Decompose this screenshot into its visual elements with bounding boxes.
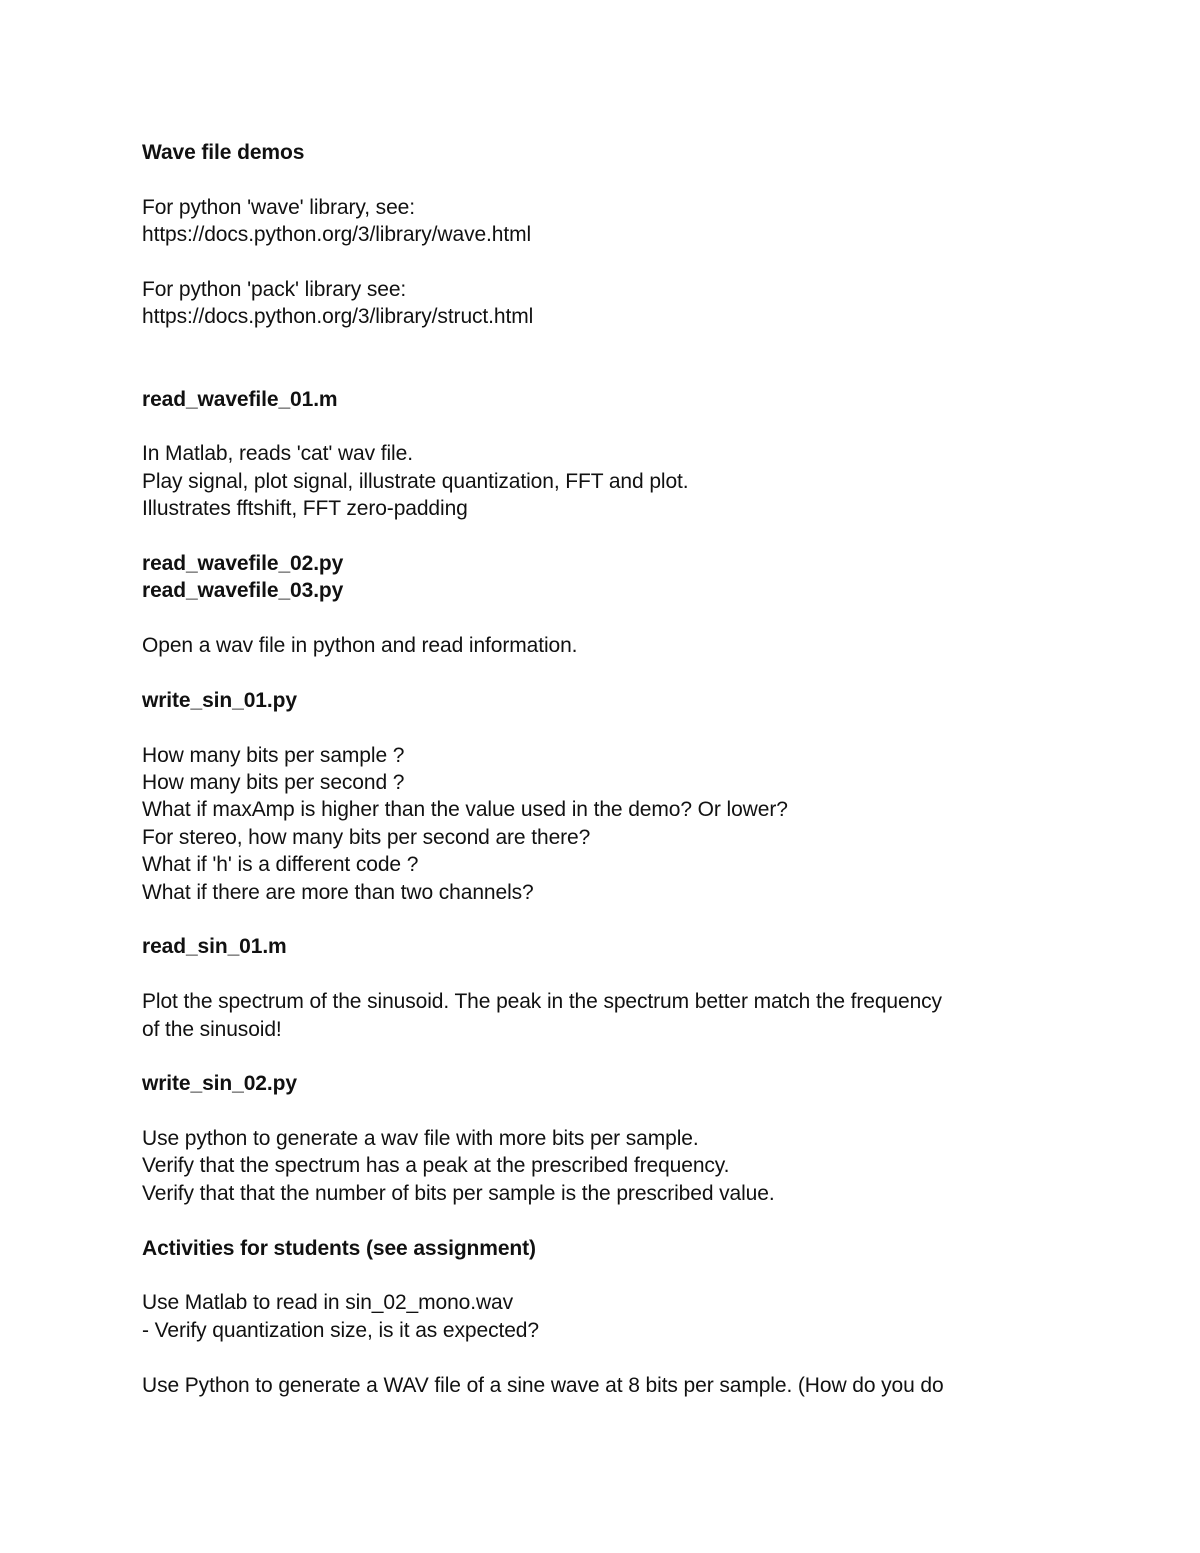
spacer xyxy=(142,906,1072,933)
document-title: Wave file demos xyxy=(142,141,305,164)
spacer xyxy=(142,659,1072,686)
spacer xyxy=(142,331,1072,358)
section-text-line: Use python to generate a wav file with more bits per sample. xyxy=(142,1127,699,1151)
question-line: For stereo, how many bits per second are there? xyxy=(142,825,591,849)
spacer xyxy=(142,1043,1072,1070)
section-text-line: Illustrates fftshift, FFT zero-padding xyxy=(142,497,468,521)
section-heading-activities: Activities for students (see assignment) xyxy=(142,1236,536,1260)
spacer xyxy=(142,413,1072,440)
section-text-line: Open a wav file in python and read information. xyxy=(142,634,578,658)
section-text-line: In Matlab, reads 'cat' wav file. xyxy=(142,442,413,466)
question-line: What if there are more than two channels? xyxy=(142,880,534,904)
section-text-line: Verify that the spectrum has a peak at the prescribed frequency. xyxy=(142,1154,730,1178)
spacer xyxy=(142,249,1072,276)
wave-library-label: For python 'wave' library, see: xyxy=(142,195,415,219)
spacer xyxy=(142,522,1072,549)
activity-line: Use Python to generate a WAV file of a sine wave at 8 bits per sample. (How do you do xyxy=(142,1373,944,1397)
spacer xyxy=(142,1262,1072,1289)
spacer xyxy=(142,605,1072,632)
spacer xyxy=(142,714,1072,741)
section-heading-read-wavefile-02: read_wavefile_02.py xyxy=(142,551,344,575)
section-text-line: Verify that that the number of bits per sample is the prescribed value. xyxy=(142,1181,775,1205)
question-line: How many bits per second ? xyxy=(142,770,405,794)
spacer xyxy=(142,1207,1072,1234)
pack-library-label: For python 'pack' library see: xyxy=(142,277,407,301)
section-heading-read-sin-01: read_sin_01.m xyxy=(142,935,287,959)
spacer xyxy=(142,961,1072,988)
spacer xyxy=(142,1344,1072,1371)
section-heading-write-sin-02: write_sin_02.py xyxy=(142,1072,297,1096)
section-heading-read-wavefile-03: read_wavefile_03.py xyxy=(142,579,344,603)
document-page xyxy=(142,139,1072,1399)
section-text-line: of the sinusoid! xyxy=(142,1017,282,1041)
spacer xyxy=(142,166,1072,193)
activity-line: Use Matlab to read in sin_02_mono.wav xyxy=(142,1291,514,1315)
section-text-line: Play signal, plot signal, illustrate quantization, FFT and plot. xyxy=(142,469,689,493)
section-text-line: Plot the spectrum of the sinusoid. The peak in the spectrum better match the frequency xyxy=(142,990,942,1014)
question-line: What if 'h' is a different code ? xyxy=(142,853,419,877)
question-line: What if maxAmp is higher than the value used in the demo? Or lower? xyxy=(142,798,788,822)
spacer xyxy=(142,1098,1072,1125)
section-heading-read-wavefile-01: read_wavefile_01.m xyxy=(142,387,338,411)
wave-library-url: https://docs.python.org/3/library/wave.html xyxy=(142,223,532,247)
pack-library-url: https://docs.python.org/3/library/struct.html xyxy=(142,305,534,329)
section-heading-write-sin-01: write_sin_01.py xyxy=(142,688,297,712)
activity-line: - Verify quantization size, is it as expected? xyxy=(142,1318,539,1342)
question-line: How many bits per sample ? xyxy=(142,743,405,767)
spacer xyxy=(142,358,1072,385)
